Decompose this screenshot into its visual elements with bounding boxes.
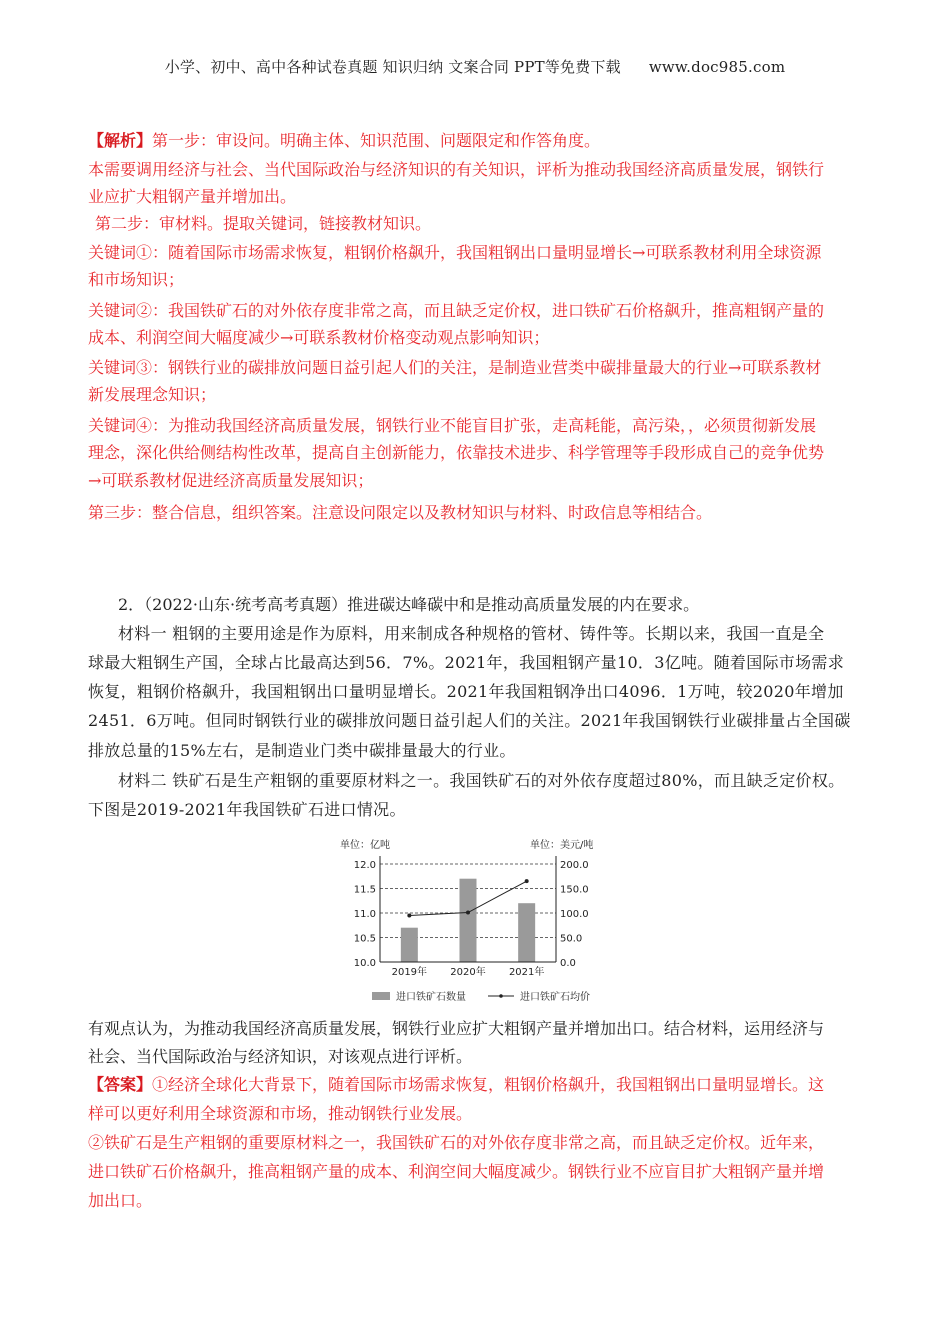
material1-b: 球最大粗钢生产国，全球占比最高达到56．7%。2021年，我国粗钢产量10．3亿吨。随着国际市场需求 [88,653,845,672]
right-tick-label: 150.0 [560,884,589,896]
bar [401,928,418,962]
legend-bar-swatch [372,992,390,1000]
answer-2b: 进口铁矿石价格飙升，推高粗钢产量的成本、利润空间大幅度减少。钢铁行业不应盲目扩大粗钢产量并增 [88,1162,825,1181]
keyword-4b: 理念，深化供给侧结构性改革，提高自主创新能力，依靠技术进步、科学管理等手段形成自己的竞争优势 [88,443,825,462]
keyword-4c: →可联系教材促进经济高质量发展知识； [88,471,374,490]
right-tick-label: 50.0 [560,933,583,945]
page-header [0,56,950,77]
right-tick-label: 0.0 [560,958,576,969]
left-tick-label: 11.5 [353,884,376,896]
keyword-1a: 关键词①：随着国际市场需求恢复，粗钢价格飙升，我国粗钢出口量明显增长→可联系教材利用全球资源 [88,243,822,262]
bar [518,903,535,962]
keyword-3a: 关键词③：钢铁行业的碳排放问题日益引起人们的关注，是制造业营类中碳排量最大的行业→可联系教材 [88,358,822,377]
answer-2a: ②铁矿石是生产粗钢的重要原材料之一，我国铁矿石的对外依存度非常之高，而且缺乏定价权。近年来， [88,1133,825,1152]
answer-line-1 [88,1074,868,1096]
header-url[interactable]: www.doc985.com [648,58,786,76]
material1-e: 排放总量的15%左右，是制造业门类中碳排量最大的行业。 [88,741,516,760]
x-tick-label: 2021年 [508,967,545,978]
answer-1b: 样可以更好利用全球资源和市场，推动钢铁行业发展。 [88,1104,473,1123]
material1-c: 恢复，粗钢价格飙升，我国粗钢出口量明显增长。2021年我国粗钢净出口4096．1万吨，较2020年增加 [88,682,844,701]
legend-line-label: 进口铁矿石均价 [520,992,590,1003]
keyword-1b: 和市场知识； [88,270,185,289]
right-tick-label: 100.0 [560,909,589,920]
analysis-step1-line [88,130,868,152]
answer-2c: 加出口。 [88,1191,153,1210]
left-tick-label: 11.0 [353,909,376,920]
material1-a: 材料一 粗钢的主要用途是作为原料，用来制成各种规格的管材、铸件等。长期以来，我国一直是全 [118,624,825,643]
analysis-step3: 第三步：整合信息，组织答案。注意设问限定以及教材知识与材料、时政信息等相结合。 [88,503,713,522]
x-tick-label: 2019年 [391,967,428,978]
legend-line-marker [499,994,503,998]
left-tick-label: 12.0 [353,860,376,871]
header-text: 小学、初中、高中各种试卷真题 知识归纳 文案合同 PPT等免费下载 [164,58,621,76]
keyword-2a: 关键词②：我国铁矿石的对外依存度非常之高，而且缺乏定价权，进口铁矿石价格飙升，推高粗钢产量的 [88,301,825,320]
analysis-label: 【解析】 [88,131,153,150]
left-tick-label: 10.5 [353,933,376,945]
bar-series [401,879,535,962]
answer-1a: ①经济全球化大背景下，随着国际市场需求恢复，粗钢价格飙升，我国粗钢出口量明显增长。这 [152,1075,825,1094]
price-point [407,913,411,917]
material1-d: 2451．6万吨。但同时钢铁行业的碳排放问题日益引起人们的关注。2021年我国钢铁行业碳排量占全国碳 [88,711,851,730]
keyword-3b: 新发展理念知识； [88,385,217,404]
price-point [525,879,529,883]
question-title: 2．（2022·山东·统考高考真题）推进碳达峰碳中和是推动高质量发展的内在要求。 [118,595,700,614]
question-ask-b: 社会、当代国际政治与经济知识，对该观点进行评析。 [88,1047,473,1066]
right-tick-label: 200.0 [560,860,589,871]
legend-bar-label: 进口铁矿石数量 [396,992,466,1003]
right-unit-label: 单位：美元/吨 [530,840,594,851]
question-ask-a: 有观点认为，为推动我国经济高质量发展，钢铁行业应扩大粗钢产量并增加出口。结合材料，运用经济与 [88,1019,825,1038]
left-unit-label: 单位：亿吨 [340,840,390,851]
analysis-p1a: 本需要调用经济与社会、当代国际政治与经济知识的有关知识，评析为推动我国经济高质量发展，钢铁行 [88,160,825,179]
answer-label: 【答案】 [88,1075,153,1094]
chart-legend [372,990,590,1003]
analysis-p1b: 业应扩大粗钢产量并增加出。 [88,187,297,206]
bar [460,879,477,962]
keyword-2b: 成本、利润空间大幅度减少→可联系教材价格变动观点影响知识； [88,328,550,347]
price-point [466,911,470,915]
analysis-step1: 第一步：审设问。明确主体、知识范围、问题限定和作答角度。 [152,131,601,150]
x-tick-label: 2020年 [450,967,486,978]
left-tick-label: 10.0 [353,958,376,969]
material2-b: 下图是2019-2021年我国铁矿石进口情况。 [88,800,406,819]
keyword-4a: 关键词④：为推动我国经济高质量发展，钢铁行业不能盲目扩张，走高耗能，高污染，，必须贯彻新发展 [88,416,817,435]
analysis-step2: 第二步：审材料。提取关键词，链接教材知识。 [95,214,432,233]
iron-ore-import-chart [330,832,620,1004]
material2-a: 材料二 铁矿石是生产粗钢的重要原材料之一。我国铁矿石的对外依存度超过80%，而且缺乏定价权。 [118,771,845,790]
